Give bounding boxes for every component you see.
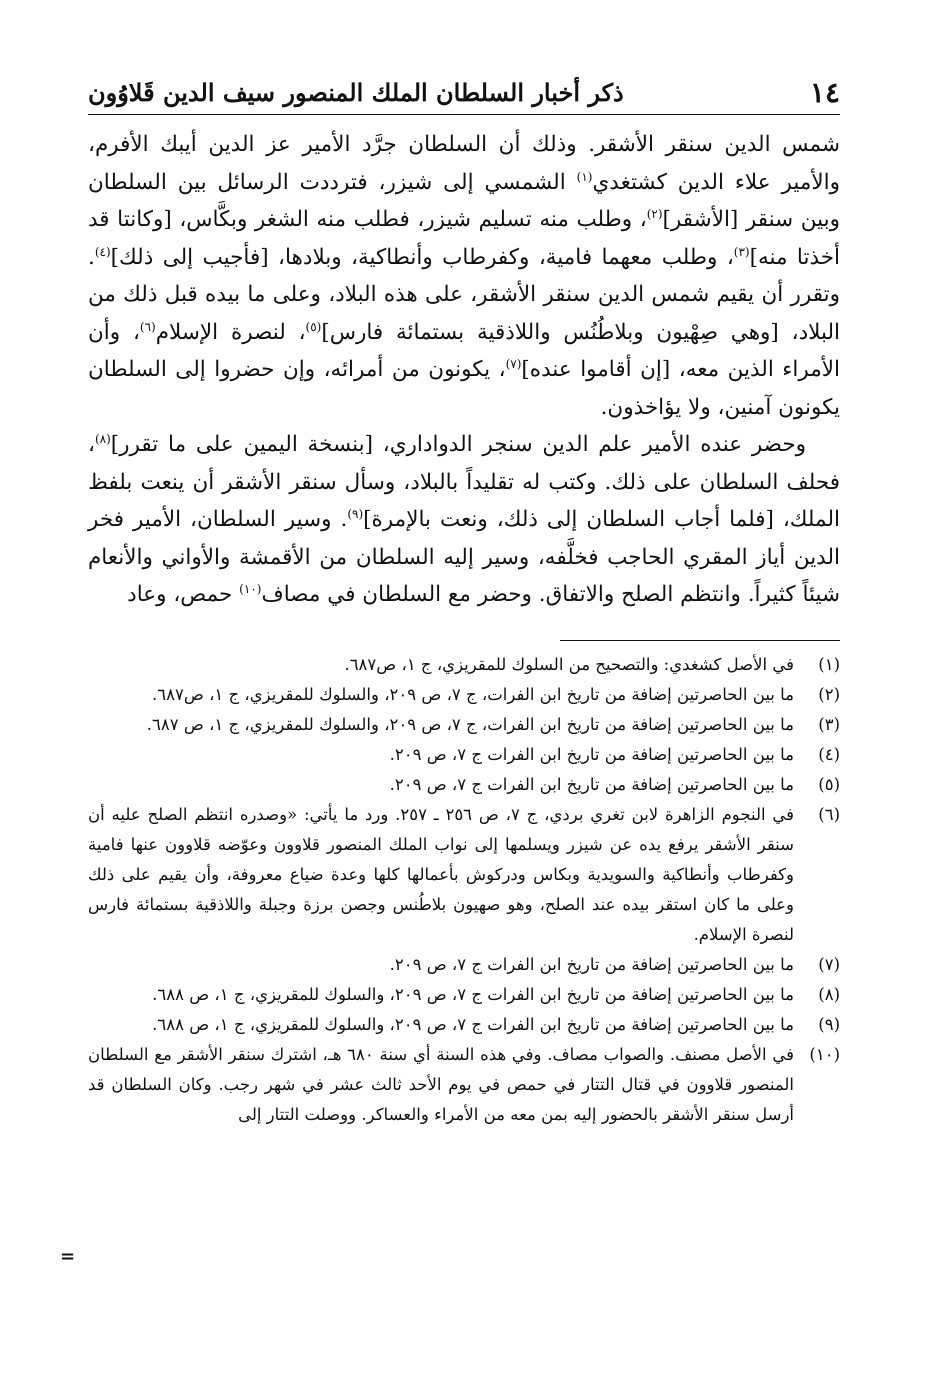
footnote-number: (٤) bbox=[818, 745, 840, 764]
footnote-text: في النجوم الزاهرة لابن تغري بردي، ج ٧، ص ٢٥٦ ـ ٢٥٧. ورد ما يأتي: «وصدره انتظم الصلح عليه أن سنقر الأشقر يرفع يده عن شيزر ويسلمها إلى نواب الملك المنصور قلاوون وعوّضه قلاوون عنها فامية وكفرطاب وأنطاكية والسويدية وبكاس ودركوش بأعمالها كلها وعدة ضياع معروفة، وأن يقيم على ذلك وعلى ما كان استقر بيده عند الصلح، وهو صهيون بلاطُنس وجصن برزة وجبلة واللاذقية بستمائة فارس لنصرة الإسلام. bbox=[88, 805, 795, 944]
footnote-marker: (٦) bbox=[139, 319, 156, 334]
footnote bbox=[88, 950, 840, 980]
text-run: ، وأن الأمراء الذين معه، [إن أقاموا عنده] bbox=[88, 319, 841, 382]
footnote-marker: (١) bbox=[576, 169, 593, 184]
footnote-marker: (٩) bbox=[347, 506, 364, 521]
footnote-marker: (٤) bbox=[94, 244, 111, 259]
footnote-text: ما بين الحاصرتين إضافة من تاريخ ابن الفرات ج ٧، ص ٢٠٩. bbox=[389, 775, 794, 794]
footnote-marker: (٥) bbox=[305, 319, 322, 334]
text-run: وحضر عنده الأمير علم الدين سنجر الدواداري، [بنسخة اليمين على ما تقرر] bbox=[110, 432, 806, 457]
text-run: الشمسي إلى شيزر، فترددت الرسائل بين السلطان وبين سنقر [الأشقر] bbox=[88, 169, 840, 232]
running-title: ذكر أخبار السلطان الملك المنصور سيف الدين قَلاوُون bbox=[88, 77, 624, 107]
text-run: . وسير السلطان، الأمير فخر الدين أياز المقري الحاجب فخلَّفه، وسير إليه السلطان من الأقمشة والأواني والأنعام شيئاً كثيراً. وانتظم الصلح والاتفاق. وحضر مع السلطان في مصاف bbox=[88, 507, 840, 607]
footnote bbox=[88, 740, 840, 770]
footnote-marker: (٢) bbox=[646, 206, 663, 221]
footnote-text: ما بين الحاصرتين إضافة من تاريخ ابن الفرات ج ٧، ص ٢٠٩. bbox=[389, 745, 794, 764]
text-run: . وتقرر أن يقيم شمس الدين سنقر الأشقر، على هذه البلاد، وعلى ما بيده قبل ذلك من البلاد، [وهي صِهْيون وبلاطُنُس واللاذقية بستمائة فارس] bbox=[88, 244, 840, 345]
footnote-number: (٢) bbox=[818, 685, 840, 704]
footnote-marker: (٨) bbox=[94, 431, 111, 446]
footnote bbox=[88, 680, 840, 710]
footnote-marker: (٧) bbox=[505, 356, 522, 371]
footnote-marker: (١٠) bbox=[239, 581, 262, 596]
text-run: شمس الدين سنقر الأشقر. وذلك أن السلطان جرَّد الأمير عز الدين أيبك الأفرم، والأمير علاء الدين كشتغدي bbox=[88, 132, 840, 195]
footnote bbox=[88, 800, 840, 950]
text-run: ، فحلف السلطان على ذلك. وكتب له تقليداً بالبلاد، وسأل سنقر الأشقر أن ينعت بلفظ الملك، [فلما أجاب السلطان إلى ذلك، ونعت بالإمرة] bbox=[88, 432, 840, 532]
footnote-text: ما بين الحاصرتين إضافة من تاريخ ابن الفرات ج ٧، ص ٢٠٩. bbox=[389, 955, 794, 974]
footnote bbox=[88, 770, 840, 800]
footnote-text: ما بين الحاصرتين إضافة من تاريخ ابن الفرات ج ٧، ص ٢٠٩، والسلوك للمقريزي، ج ١، ص ٦٨٨. bbox=[152, 1015, 794, 1034]
footnote-number: (٣) bbox=[818, 715, 840, 734]
paragraph-2 bbox=[88, 426, 840, 614]
footnote bbox=[88, 650, 840, 680]
page-header bbox=[88, 70, 840, 115]
footnote-text: في الأصل مصنف. والصواب مصاف. وفي هذه السنة أي سنة ٦٨٠ هـ، اشترك سنقر الأشقر مع السلطان المنصور قلاوون في قتال التتار في حمص في يوم الأحد ثالث عشر في شهر رجب. وكان السلطان قد أرسل سنقر الأشقر بالحضور إليه بمن معه من الأمراء والعساكر. ووصلت التتار إلى bbox=[88, 1045, 794, 1124]
footnote-number: (٥) bbox=[818, 775, 840, 794]
footnote-text: ما بين الحاصرتين إضافة من تاريخ ابن الفرات، ج ٧، ص ٢٠٩، والسلوك للمقريزي، ج ١، ص ٦٨٧. bbox=[146, 715, 794, 734]
footnote-marker: (٣) bbox=[733, 244, 750, 259]
footnote bbox=[88, 710, 840, 740]
footnote-divider bbox=[560, 640, 840, 641]
main-text bbox=[88, 126, 840, 614]
footnote-number: (٧) bbox=[818, 955, 840, 974]
paragraph-1 bbox=[88, 126, 840, 426]
footnote-number: (١٠) bbox=[809, 1045, 840, 1064]
footnote-text: في الأصل كشغدي: والتصحيح من السلوك للمقريزي، ج ١، ص٦٨٧. bbox=[344, 655, 794, 674]
footnote bbox=[88, 1010, 840, 1040]
footnote bbox=[88, 1040, 840, 1130]
continuation-mark: = bbox=[60, 1246, 76, 1267]
text-run: ، وطلب معهما فامية، وكفرطاب وأنطاكية، وبلادها، [فأجيب إلى ذلك] bbox=[110, 244, 734, 270]
footnotes bbox=[88, 650, 840, 1130]
text-run: حمص، وعاد bbox=[127, 582, 240, 607]
footnote-number: (٦) bbox=[818, 805, 840, 824]
page-number: ١٤ bbox=[809, 75, 840, 109]
text-run: ، يكونون من أمرائه، وإن حضروا إلى السلطان يكونون آمنين، ولا يؤاخذون. bbox=[88, 357, 840, 420]
footnote-number: (٨) bbox=[818, 985, 840, 1004]
footnote-text: ما بين الحاصرتين إضافة من تاريخ ابن الفرات ج ٧، ص ٢٠٩، والسلوك للمقريزي، ج ١، ص ٦٨٨. bbox=[152, 985, 794, 1004]
footnote-number: (٩) bbox=[818, 1015, 840, 1034]
text-run: ، لنصرة الإسلام bbox=[155, 319, 306, 345]
text-run: ، وطلب منه تسليم شيزر، فطلب منه الشغر وبكَّاس، [وكانتا قد أخذتا منه] bbox=[88, 207, 840, 270]
footnote-number: (١) bbox=[818, 655, 840, 674]
footnote bbox=[88, 980, 840, 1010]
footnote-text: ما بين الحاصرتين إضافة من تاريخ ابن الفرات، ج ٧، ص ٢٠٩، والسلوك للمقريزي، ج ١، ص٦٨٧. bbox=[152, 685, 794, 704]
